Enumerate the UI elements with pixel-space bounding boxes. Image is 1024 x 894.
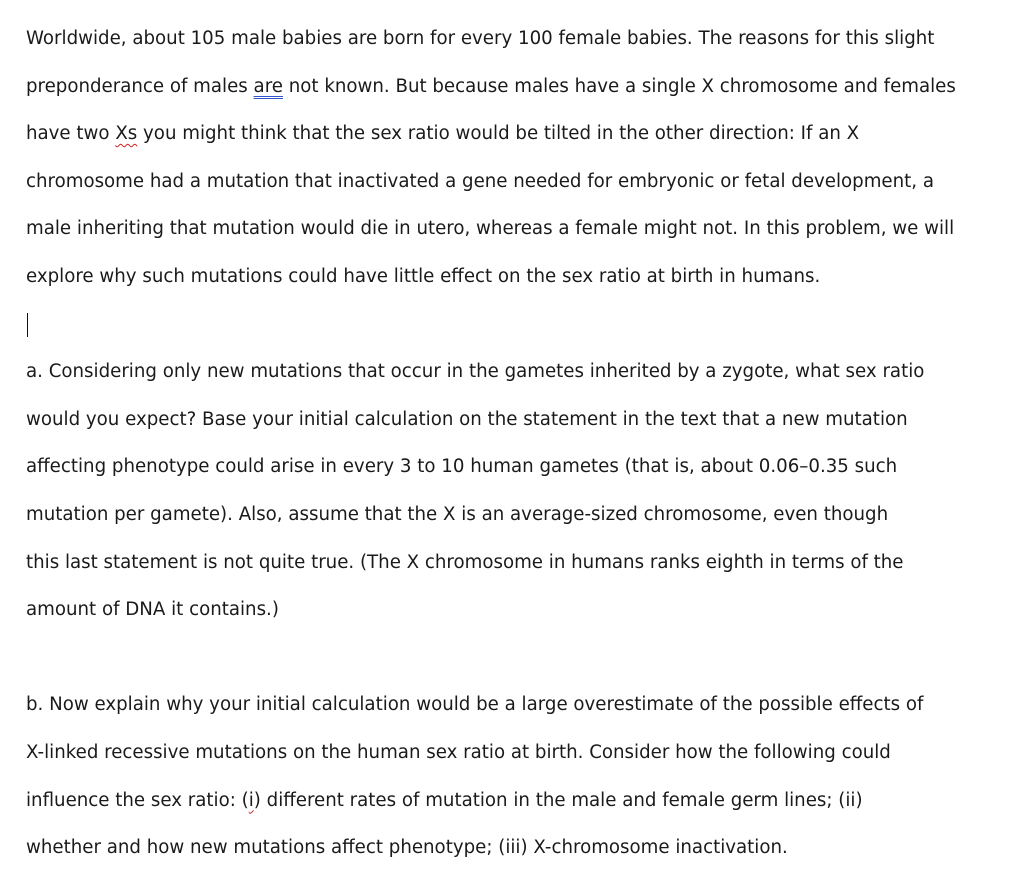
text-line: amount of DNA it contains.) xyxy=(26,599,279,621)
text-line: would you expect? Base your initial calculation on the statement in the text that a new mutation xyxy=(26,408,908,430)
spelling-flagged-word[interactable]: i xyxy=(248,789,254,811)
text-line: Worldwide, about 105 male babies are born for every 100 female babies. The reasons for this slight xyxy=(26,28,935,49)
text-line: male inheriting that mutation would die in utero, whereas a female might not. In this problem, we will xyxy=(26,218,955,240)
paragraph-a xyxy=(26,348,1016,634)
paragraph-intro xyxy=(26,15,1016,301)
paragraph-b xyxy=(26,681,1016,871)
text-line: X-linked recessive mutations on the human sex ratio at birth. Consider how the following could xyxy=(26,741,891,763)
text-line: preponderance of males are not known. But because males have a single X chromosome and females xyxy=(26,75,956,97)
text-line: explore why such mutations could have little effect on the sex ratio at birth in humans. xyxy=(26,265,821,287)
text-line: have two Xs you might think that the sex ratio would be tilted in the other direction: If an X xyxy=(26,123,860,145)
empty-line[interactable] xyxy=(26,634,1016,682)
text-line: mutation per gamete). Also, assume that the X is an average-sized chromosome, even though xyxy=(26,503,889,525)
document-body[interactable] xyxy=(26,15,1016,872)
empty-line-with-cursor[interactable] xyxy=(26,301,1016,349)
text-line: b. Now explain why your initial calculation would be a large overestimate of the possible effects of xyxy=(26,694,924,716)
text-line: affecting phenotype could arise in every 3 to 10 human gametes (that is, about 0.06–0.35 such xyxy=(26,456,898,478)
text-line: influence the sex ratio: (i) different rates of mutation in the male and female germ lines; (ii) xyxy=(26,789,863,811)
text-line: chromosome had a mutation that inactivated a gene needed for embryonic or fetal development, a xyxy=(26,170,934,192)
text-line: this last statement is not quite true. (The X chromosome in humans ranks eighth in terms of the xyxy=(26,551,904,573)
text-cursor xyxy=(27,313,28,337)
text-line: a. Considering only new mutations that occur in the gametes inherited by a zygote, what sex ratio xyxy=(26,361,925,383)
spelling-flagged-word[interactable]: Xs xyxy=(115,123,138,145)
text-line: whether and how new mutations affect phenotype; (iii) X-chromosome inactivation. xyxy=(26,837,788,859)
grammar-flagged-word[interactable]: are xyxy=(253,75,283,97)
